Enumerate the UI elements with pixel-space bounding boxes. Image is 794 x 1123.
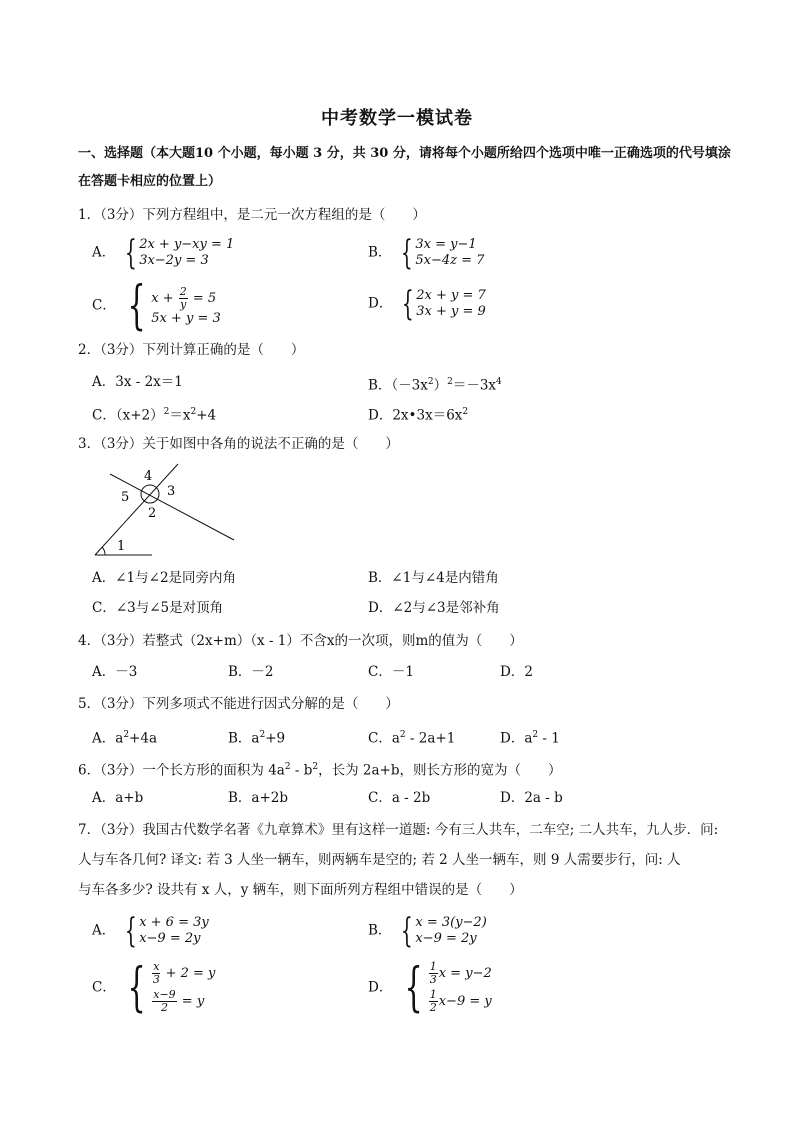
equation-line: $\frac{1}{2}$ x−9 = y: [429, 988, 492, 1014]
equation-line: x = 3(y−2): [415, 915, 487, 930]
equation-system: [120, 276, 221, 336]
q1-option-b[interactable]: [368, 233, 485, 273]
option-label: D．: [368, 295, 393, 312]
equation-line: 3x = y−1: [415, 237, 477, 252]
brace-icon: {: [400, 233, 413, 273]
q2-option-a[interactable]: A．3x - 2x＝1: [92, 374, 183, 390]
option-label: B．: [368, 922, 392, 939]
q2-option-c[interactable]: C．$(x+2)^2=x^2+4$: [92, 407, 217, 424]
q7-option-c[interactable]: [92, 960, 215, 1016]
equation-line: 3x + y = 9: [416, 304, 486, 319]
q4-option-b[interactable]: B．－2: [228, 664, 274, 680]
equation-line: 5x + y = 3: [151, 310, 221, 326]
q5-option-c[interactable]: C．$a^2 - 2a+1$: [368, 730, 456, 747]
option-label: A．: [92, 244, 116, 261]
equation-line: x−9 = 2y: [415, 931, 477, 946]
q4-option-a[interactable]: A．－3: [92, 664, 138, 680]
q7-option-a[interactable]: [92, 911, 209, 951]
equation-line: $\frac{x-9}{2}$ = y: [153, 988, 205, 1014]
brace-icon: {: [404, 958, 423, 1018]
q6-option-a[interactable]: A．a+b: [92, 790, 144, 806]
q3-option-a[interactable]: A．∠1与∠2是同旁内角: [92, 570, 237, 586]
angle-label-2: 2: [148, 506, 157, 521]
q1-option-a[interactable]: [92, 233, 235, 273]
q4-option-d[interactable]: D．2: [500, 664, 533, 680]
question-7-line-3: 与车各多少? 设共有 x 人，y 辆车，则下面所列方程组中错误的是（ ）: [78, 882, 523, 898]
q4-option-c[interactable]: C．－1: [368, 664, 414, 680]
transversal-line: [95, 464, 178, 555]
question-3-stem: 3．（3分）关于如图中各角的说法不正确的是（ ）: [78, 436, 399, 452]
q3-option-d[interactable]: D．∠2与∠3是邻补角: [368, 600, 500, 616]
q3-option-c[interactable]: C．∠3与∠5是对顶角: [92, 600, 224, 616]
brace-icon: {: [127, 276, 146, 336]
equation-line: 2x + y = 7: [416, 288, 486, 303]
option-label: B．: [368, 244, 392, 261]
equation-system: [396, 233, 485, 273]
equation-system: [120, 233, 235, 273]
q7-option-b[interactable]: [368, 911, 487, 951]
equation-line: 5x−4z = 7: [415, 253, 485, 268]
brace-icon: {: [124, 911, 137, 951]
q3-option-b[interactable]: B．∠1与∠4是内错角: [368, 570, 499, 586]
equation-line: x + $\frac{2}{y}$ = 5: [151, 284, 217, 311]
equation-line: x−9 = 2y: [139, 931, 201, 946]
question-6-stem: 6．（3分）一个长方形的面积为 $4a^2 - b^2$，长为 2a+b，则长方形的宽为（ ）: [78, 762, 562, 779]
page-title: 中考数学一模试卷: [321, 108, 473, 129]
q5-option-a[interactable]: A．$a^2+4a$: [92, 730, 157, 747]
question-2-stem: 2．（3分）下列计算正确的是（ ）: [78, 342, 305, 358]
q1-option-d[interactable]: [368, 284, 486, 324]
question-5-stem: 5．（3分）下列多项式不能进行因式分解的是（ ）: [78, 696, 399, 712]
equation-line: $\frac{x}{3}$ + 2 = y: [152, 960, 216, 986]
question-7-line-1: 7．（3分）我国古代数学名著《九章算术》里有这样一道题: 今有三人共车，二车空; 二人共车，九人步．问:: [78, 822, 719, 838]
q7-option-d[interactable]: [368, 960, 492, 1016]
angle-label-4: 4: [144, 469, 153, 484]
q6-option-c[interactable]: C．a - 2b: [368, 790, 431, 806]
brace-icon: {: [127, 958, 146, 1018]
equation-line: 3x−2y = 3: [139, 253, 209, 268]
equation-line: x + 6 = 3y: [139, 915, 209, 930]
q5-option-b[interactable]: B．$a^2+9$: [228, 730, 286, 747]
brace-icon: {: [124, 233, 137, 273]
q6-option-d[interactable]: D．2a - b: [500, 790, 563, 806]
equation-line: $\frac{1}{3}$ x = y−2: [429, 960, 492, 986]
equation-system: [120, 911, 209, 951]
section-heading: 一、选择题（本大题10 个小题，每小题 3 分，共 30 分，请将每个小题所给四个选项中唯一正确选项的代号填涂在答题卡相应的位置上）: [78, 146, 731, 189]
brace-icon: {: [401, 284, 414, 324]
equation-system: [397, 960, 492, 1016]
option-label: C．: [92, 297, 116, 314]
equation-line: 2x + y−xy = 1: [139, 237, 235, 252]
question-7-line-2: 人与车各几何? 译文: 若 3 人坐一辆车，则两辆车是空的; 若 2 人坐一辆车，则 9 人需要步行，问: 人: [78, 852, 681, 868]
angle-figure: [92, 458, 242, 560]
q5-option-d[interactable]: D．$a^2 - 1$: [500, 730, 560, 747]
angle-label-5: 5: [121, 490, 130, 505]
angle-label-1: 1: [117, 539, 126, 554]
option-label: C．: [92, 979, 116, 996]
angle-1-arc: [102, 547, 105, 555]
equation-system: [120, 960, 215, 1016]
option-label: D．: [368, 979, 393, 996]
angle-label-3: 3: [167, 484, 176, 499]
equation-system: [396, 911, 487, 951]
brace-icon: {: [400, 911, 413, 951]
q2-option-b[interactable]: B．$(-3x^2)^2=-3x^4$: [368, 377, 502, 394]
question-1-stem: 1．（3分）下列方程组中，是二元一次方程组的是（ ）: [78, 207, 426, 223]
q2-option-d[interactable]: D．$2x•3x=6x^2$: [368, 407, 469, 424]
q6-option-b[interactable]: B．a+2b: [228, 790, 289, 806]
option-label: A．: [92, 922, 116, 939]
q1-option-c[interactable]: [92, 276, 221, 336]
equation-system: [397, 284, 486, 324]
question-4-stem: 4．（3分）若整式（2x+m）（x - 1）不含x的一次项，则m的值为（ ）: [78, 633, 523, 649]
